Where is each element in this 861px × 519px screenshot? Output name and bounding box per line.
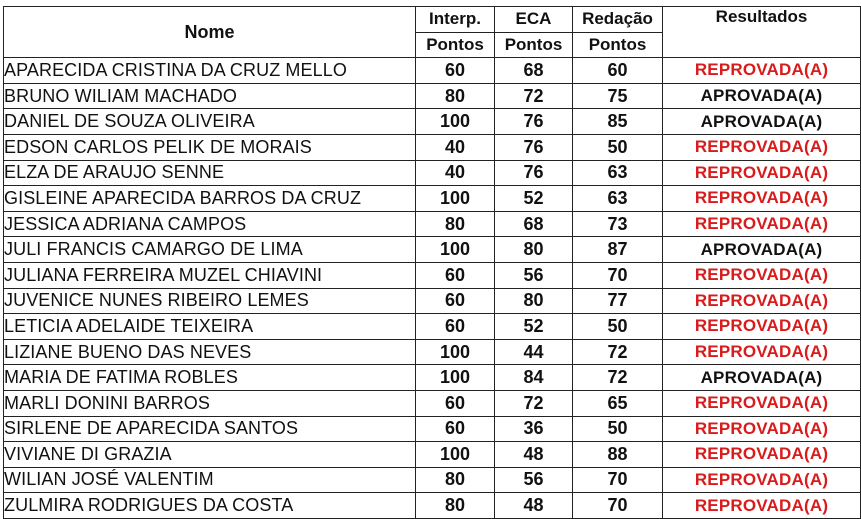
cell-redacao: 72 bbox=[573, 365, 663, 391]
cell-redacao: 75 bbox=[573, 83, 663, 109]
cell-nome: BRUNO WILIAM MACHADO bbox=[4, 83, 416, 109]
cell-resultado: APROVADA(A) bbox=[663, 365, 861, 391]
cell-eca: 56 bbox=[495, 467, 573, 493]
cell-interp: 60 bbox=[416, 288, 495, 314]
table-header bbox=[4, 7, 861, 58]
cell-interp: 40 bbox=[416, 134, 495, 160]
cell-nome: SIRLENE DE APARECIDA SANTOS bbox=[4, 416, 416, 442]
col-subheader-pontos-interp: Pontos bbox=[416, 32, 495, 58]
table-row bbox=[4, 288, 861, 314]
cell-nome: EDSON CARLOS PELIK DE MORAIS bbox=[4, 134, 416, 160]
header-row-top bbox=[4, 7, 861, 33]
col-header-nome: Nome bbox=[4, 7, 416, 58]
results-table bbox=[3, 6, 861, 519]
table-row bbox=[4, 339, 861, 365]
cell-interp: 80 bbox=[416, 211, 495, 237]
cell-eca: 76 bbox=[495, 160, 573, 186]
table-row bbox=[4, 134, 861, 160]
col-header-resultados: Resultados bbox=[663, 7, 861, 58]
col-subheader-pontos-redacao: Pontos bbox=[573, 32, 663, 58]
cell-redacao: 77 bbox=[573, 288, 663, 314]
cell-resultado: REPROVADA(A) bbox=[663, 314, 861, 340]
cell-nome: LIZIANE BUENO DAS NEVES bbox=[4, 339, 416, 365]
table-row bbox=[4, 416, 861, 442]
cell-resultado: REPROVADA(A) bbox=[663, 467, 861, 493]
cell-nome: MARLI DONINI BARROS bbox=[4, 390, 416, 416]
cell-eca: 48 bbox=[495, 493, 573, 519]
cell-eca: 76 bbox=[495, 109, 573, 135]
cell-interp: 100 bbox=[416, 442, 495, 468]
cell-eca: 48 bbox=[495, 442, 573, 468]
table-row bbox=[4, 237, 861, 263]
cell-eca: 44 bbox=[495, 339, 573, 365]
cell-nome: MARIA DE FATIMA ROBLES bbox=[4, 365, 416, 391]
cell-nome: JESSICA ADRIANA CAMPOS bbox=[4, 211, 416, 237]
table-row bbox=[4, 262, 861, 288]
cell-redacao: 73 bbox=[573, 211, 663, 237]
table-row bbox=[4, 160, 861, 186]
cell-redacao: 70 bbox=[573, 493, 663, 519]
cell-resultado: REPROVADA(A) bbox=[663, 211, 861, 237]
cell-resultado: REPROVADA(A) bbox=[663, 160, 861, 186]
cell-nome: DANIEL DE SOUZA OLIVEIRA bbox=[4, 109, 416, 135]
table-row bbox=[4, 58, 861, 84]
cell-nome: VIVIANE DI GRAZIA bbox=[4, 442, 416, 468]
cell-eca: 72 bbox=[495, 390, 573, 416]
cell-redacao: 50 bbox=[573, 314, 663, 340]
cell-resultado: REPROVADA(A) bbox=[663, 493, 861, 519]
cell-interp: 60 bbox=[416, 58, 495, 84]
cell-eca: 68 bbox=[495, 58, 573, 84]
cell-interp: 80 bbox=[416, 493, 495, 519]
col-subheader-pontos-eca: Pontos bbox=[495, 32, 573, 58]
cell-redacao: 60 bbox=[573, 58, 663, 84]
cell-resultado: APROVADA(A) bbox=[663, 109, 861, 135]
cell-interp: 60 bbox=[416, 416, 495, 442]
cell-resultado: REPROVADA(A) bbox=[663, 262, 861, 288]
cell-interp: 60 bbox=[416, 390, 495, 416]
cell-nome: WILIAN JOSÉ VALENTIM bbox=[4, 467, 416, 493]
table-row bbox=[4, 109, 861, 135]
cell-eca: 52 bbox=[495, 314, 573, 340]
cell-resultado: REPROVADA(A) bbox=[663, 390, 861, 416]
table-row bbox=[4, 467, 861, 493]
cell-nome: ZULMIRA RODRIGUES DA COSTA bbox=[4, 493, 416, 519]
cell-resultado: REPROVADA(A) bbox=[663, 442, 861, 468]
cell-nome: LETICIA ADELAIDE TEIXEIRA bbox=[4, 314, 416, 340]
cell-redacao: 63 bbox=[573, 160, 663, 186]
cell-interp: 100 bbox=[416, 237, 495, 263]
cell-resultado: APROVADA(A) bbox=[663, 237, 861, 263]
cell-interp: 100 bbox=[416, 186, 495, 212]
table-row bbox=[4, 83, 861, 109]
col-header-redacao: Redação bbox=[573, 7, 663, 33]
cell-interp: 80 bbox=[416, 467, 495, 493]
table-row bbox=[4, 211, 861, 237]
cell-nome: GISLEINE APARECIDA BARROS DA CRUZ bbox=[4, 186, 416, 212]
cell-redacao: 65 bbox=[573, 390, 663, 416]
cell-eca: 76 bbox=[495, 134, 573, 160]
table-row bbox=[4, 493, 861, 519]
cell-eca: 68 bbox=[495, 211, 573, 237]
cell-nome: JULI FRANCIS CAMARGO DE LIMA bbox=[4, 237, 416, 263]
cell-redacao: 70 bbox=[573, 467, 663, 493]
cell-interp: 60 bbox=[416, 314, 495, 340]
cell-resultado: REPROVADA(A) bbox=[663, 134, 861, 160]
cell-nome: JULIANA FERREIRA MUZEL CHIAVINI bbox=[4, 262, 416, 288]
cell-interp: 100 bbox=[416, 109, 495, 135]
cell-eca: 84 bbox=[495, 365, 573, 391]
cell-interp: 80 bbox=[416, 83, 495, 109]
col-header-interp: Interp. bbox=[416, 7, 495, 33]
table-body bbox=[4, 58, 861, 519]
cell-redacao: 87 bbox=[573, 237, 663, 263]
cell-nome: JUVENICE NUNES RIBEIRO LEMES bbox=[4, 288, 416, 314]
table-row bbox=[4, 390, 861, 416]
cell-redacao: 70 bbox=[573, 262, 663, 288]
cell-eca: 56 bbox=[495, 262, 573, 288]
cell-redacao: 50 bbox=[573, 416, 663, 442]
cell-interp: 60 bbox=[416, 262, 495, 288]
cell-resultado: REPROVADA(A) bbox=[663, 58, 861, 84]
cell-resultado: REPROVADA(A) bbox=[663, 416, 861, 442]
cell-redacao: 72 bbox=[573, 339, 663, 365]
table-row bbox=[4, 365, 861, 391]
cell-interp: 100 bbox=[416, 365, 495, 391]
cell-redacao: 85 bbox=[573, 109, 663, 135]
cell-eca: 80 bbox=[495, 237, 573, 263]
cell-interp: 100 bbox=[416, 339, 495, 365]
cell-interp: 40 bbox=[416, 160, 495, 186]
table-row bbox=[4, 186, 861, 212]
cell-redacao: 63 bbox=[573, 186, 663, 212]
cell-resultado: REPROVADA(A) bbox=[663, 339, 861, 365]
cell-eca: 36 bbox=[495, 416, 573, 442]
cell-eca: 80 bbox=[495, 288, 573, 314]
table-row bbox=[4, 442, 861, 468]
col-header-eca: ECA bbox=[495, 7, 573, 33]
cell-nome: APARECIDA CRISTINA DA CRUZ MELLO bbox=[4, 58, 416, 84]
cell-resultado: REPROVADA(A) bbox=[663, 186, 861, 212]
cell-nome: ELZA DE ARAUJO SENNE bbox=[4, 160, 416, 186]
cell-resultado: APROVADA(A) bbox=[663, 83, 861, 109]
cell-eca: 72 bbox=[495, 83, 573, 109]
table-row bbox=[4, 314, 861, 340]
cell-resultado: REPROVADA(A) bbox=[663, 288, 861, 314]
cell-redacao: 50 bbox=[573, 134, 663, 160]
cell-eca: 52 bbox=[495, 186, 573, 212]
cell-redacao: 88 bbox=[573, 442, 663, 468]
